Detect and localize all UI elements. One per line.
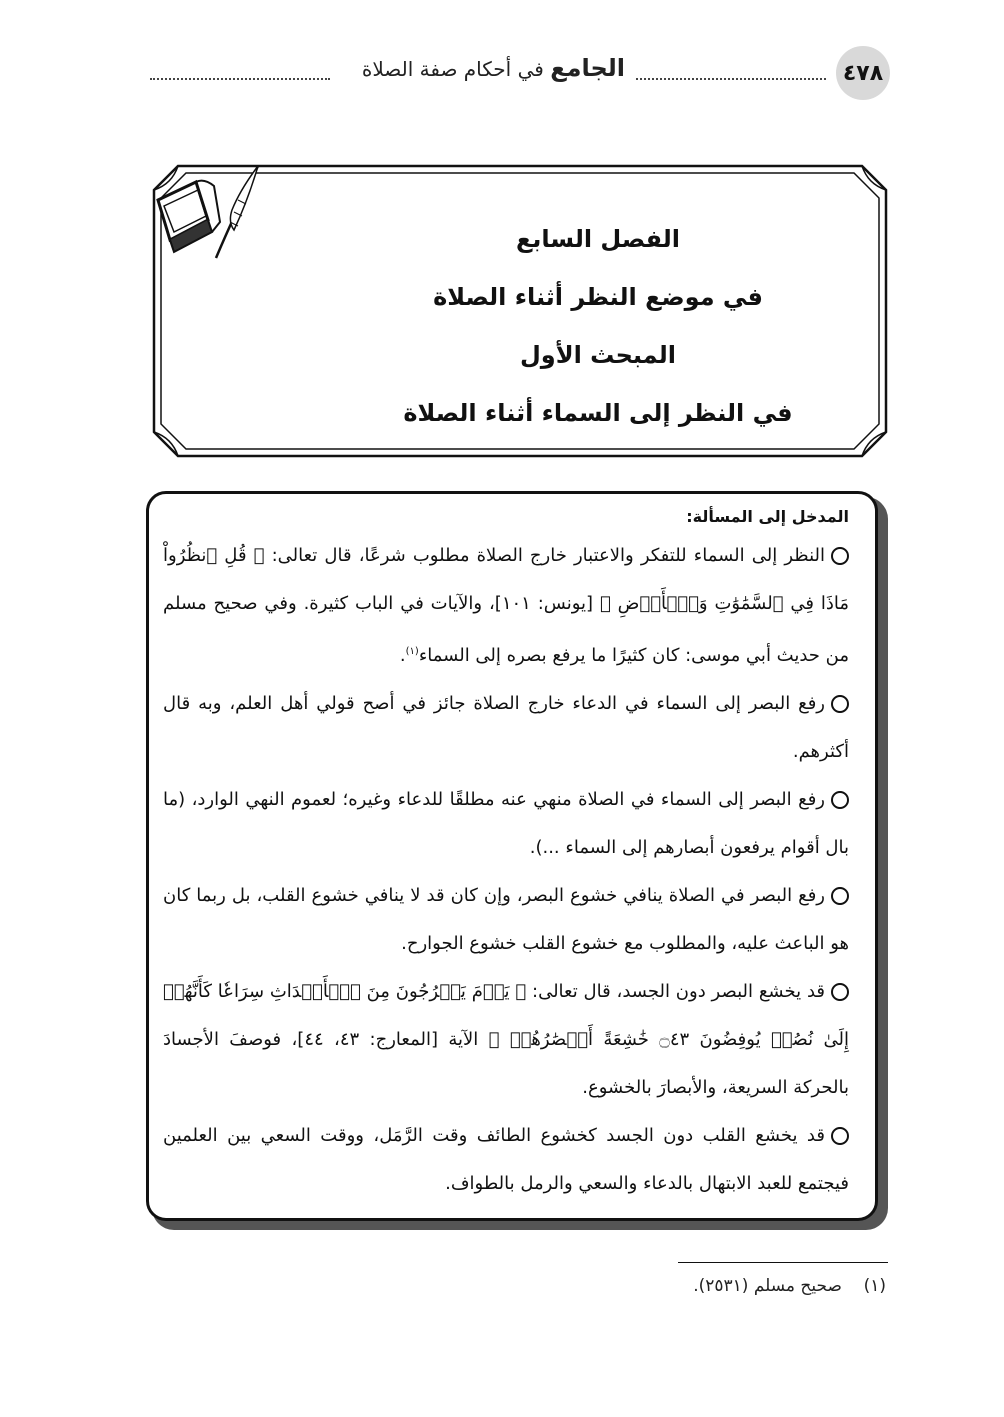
- footnote-number: (١): [863, 1276, 886, 1296]
- chapter-frame: [148, 160, 892, 462]
- circle-bullet-icon: [831, 1127, 849, 1145]
- footnote: [693, 1276, 886, 1296]
- book-title: الجامع: [550, 54, 625, 82]
- running-title: [362, 54, 625, 82]
- section-title: في النظر إلى السماء أثناء الصلاة: [403, 399, 793, 427]
- paragraph-4: رفع البصر في الصلاة ينافي خشوع البصر، وإن كان قد لا ينافي خشوع القلب، بل ربما كان هو الباعث عليه، والمطلوب مع خشوع القلب خشوع الجوارح.: [163, 885, 849, 954]
- circle-bullet-icon: [831, 887, 849, 905]
- footnote-text: صحيح مسلم (٢٥٣١).: [693, 1276, 842, 1296]
- paragraph-1: النظر إلى السماء للتفكر والاعتبار خارج الصلاة مطلوب شرعًا، قال تعالى: ﴿ قُلِ ٱنظُرُواْ مَاذَا فِي ٱلسَّمَٰوَٰتِ وَٱلۡأَرۡضِ ﴾ [يونس: ١٠١]، والآيات في الباب كثيرة. وفي صحيح مسلم من حديث أبي موسى: كان كثيرًا ما يرفع بصره إلى السماء$^{(١)}$.: [163, 545, 849, 666]
- header-dots-left: [150, 78, 330, 80]
- footnote-divider: [678, 1262, 888, 1263]
- paragraph-6: قد يخشع القلب دون الجسد كخشوع الطائف وقت الرَّمَل، ووقت السعي بين العلمين فيجتمع للعبد الابتهال بالدعاء والسعي والرمل بالطواف.: [163, 1125, 849, 1194]
- chapter-label: الفصل السابع: [515, 225, 680, 253]
- page-header: [150, 44, 890, 100]
- footnote-marker[interactable]: (١): [405, 646, 419, 657]
- paragraph-2: رفع البصر إلى السماء في الدعاء خارج الصلاة جائز في أصح قولي أهل العلم، وبه قال أكثرهم.: [163, 693, 849, 762]
- intro-heading: المدخل إلى المسألة:: [686, 507, 849, 526]
- paragraph-3: رفع البصر إلى السماء في الصلاة منهي عنه مطلقًا للدعاء وغيره؛ لعموم النهي الوارد، (ما بال أقوام يرفعون أبصارهم إلى السماء ...).: [163, 789, 849, 858]
- quran-verse: ﴿ يَوۡمَ يَخۡرُجُونَ مِنَ ٱلۡأَجۡدَاثِ سِرَاعٗا كَأَنَّهُمۡ إِلَىٰ نُصُبٖ يُوفِضُونَ ۝٤٣ خَٰشِعَةً أَبۡصَٰرُهُمۡ ﴾: [163, 981, 850, 1050]
- circle-bullet-icon: [831, 983, 849, 1001]
- book-subtitle: ﻓﻲ أحكام صفة الصلاة: [361, 57, 544, 81]
- quran-verse: ﴿ قُلِ ٱنظُرُواْ مَاذَا فِي ٱلسَّمَٰوَٰتِ وَٱلۡأَرۡضِ ﴾: [163, 545, 849, 614]
- header-dots-right: [636, 78, 826, 80]
- circle-bullet-icon: [831, 791, 849, 809]
- circle-bullet-icon: [831, 547, 849, 565]
- book-quill-icon: [148, 160, 268, 270]
- page-number: ٤٧٨: [836, 46, 890, 100]
- content-box: [146, 491, 878, 1221]
- chapter-title: في موضع النظر أثناء الصلاة: [433, 283, 763, 311]
- section-label: المبحث الأول: [519, 341, 677, 369]
- paragraph-5: قد يخشع البصر دون الجسد، قال تعالى: ﴿ يَوۡمَ يَخۡرُجُونَ مِنَ ٱلۡأَجۡدَاثِ سِرَاعٗا كَأَنَّهُمۡ إِلَىٰ نُصُبٖ يُوفِضُونَ ۝٤٣ خَٰشِعَةً أَبۡصَٰرُهُمۡ ﴾ الآية [المعارج: ٤٣، ٤٤]، فوصفَ الأجسادَ بالحركة السريعة، والأبصارَ بالخشوع.: [163, 981, 850, 1098]
- circle-bullet-icon: [831, 695, 849, 713]
